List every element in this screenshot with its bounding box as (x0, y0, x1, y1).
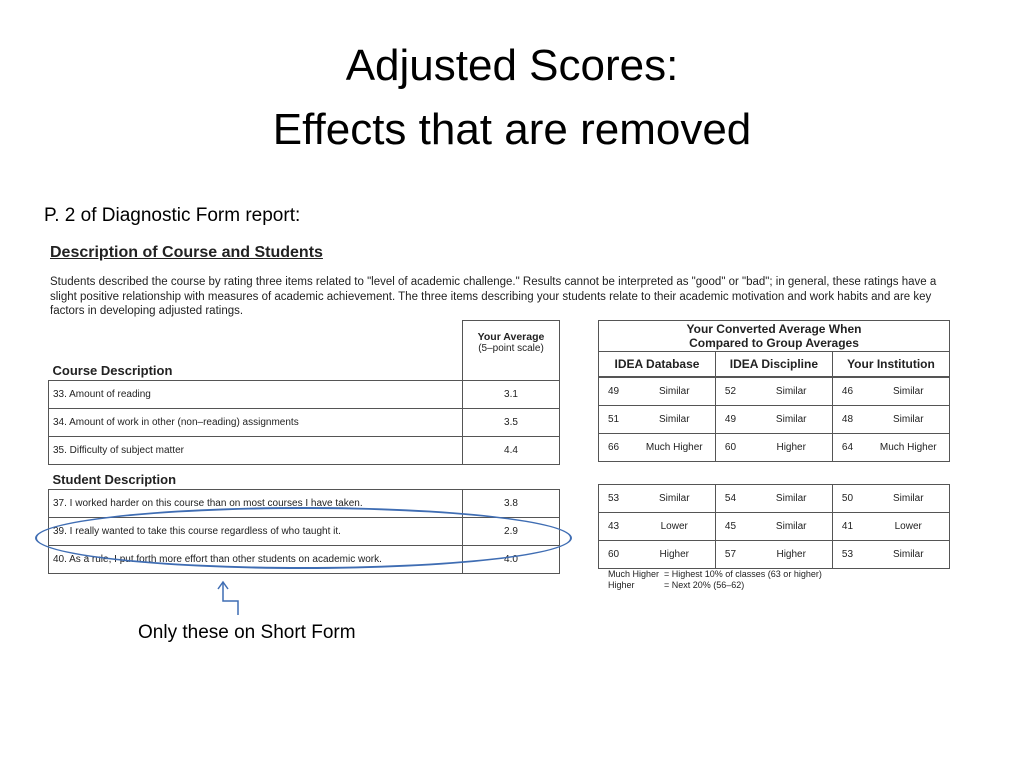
converted-score: 46 (832, 377, 867, 406)
slide-subtitle: P. 2 of Diagnostic Form report: (44, 205, 301, 226)
converted-level: Higher (634, 541, 716, 569)
student-item-average: 4.0 (463, 545, 560, 573)
converted-level: Similar (751, 406, 833, 434)
converted-level: Much Higher (868, 434, 950, 462)
converted-level: Similar (634, 377, 716, 406)
student-section-label: Student Description (52, 471, 177, 487)
table-row (599, 377, 950, 406)
converted-level: Lower (634, 513, 716, 541)
table-row (599, 434, 950, 462)
report-description: Students described the course by rating three items related to "level of academic challenge." Results cannot be interpreted as "good" or "bad"; in general, these ratings have a slight positive relationship with measures of academic achievement. The three items describing your students relate to their academic motivation and work habits and are key factors in developing adjusted ratings. (50, 276, 937, 317)
converted-level: Higher (751, 541, 833, 569)
table-row (49, 380, 560, 408)
converted-score: 49 (599, 377, 634, 406)
converted-level: Lower (868, 513, 950, 541)
converted-level: Similar (751, 485, 833, 513)
course-section-label: Course Description (52, 362, 173, 378)
converted-score: 41 (832, 513, 867, 541)
converted-score: 57 (715, 541, 750, 569)
converted-level: Similar (868, 377, 950, 406)
legend (608, 569, 822, 591)
group-header-idea-discipline: IDEA Discipline (715, 352, 832, 378)
student-item-average: 2.9 (463, 517, 560, 545)
converted-score: 43 (599, 513, 634, 541)
converted-score: 50 (832, 485, 867, 513)
legend-text: = Next 20% (56–62) (664, 580, 745, 590)
course-item-label: 34. Amount of work in other (non–reading) assignments (49, 408, 463, 436)
converted-score: 53 (599, 485, 634, 513)
converted-level: Similar (868, 485, 950, 513)
course-item-average: 4.4 (463, 436, 560, 464)
converted-level: Similar (634, 485, 716, 513)
student-item-label: 40. As a rule, I put forth more effort than other students on academic work. (49, 545, 463, 573)
converted-level: Similar (751, 377, 833, 406)
converted-header-line-1: Your Converted Average When (686, 322, 862, 336)
average-header-title: Your Average (477, 331, 545, 343)
converted-score: 49 (715, 406, 750, 434)
course-item-average: 3.5 (463, 408, 560, 436)
converted-level: Similar (868, 406, 950, 434)
converted-score: 60 (715, 434, 750, 462)
table-row (599, 406, 950, 434)
short-form-caption: Only these on Short Form (138, 622, 356, 643)
group-header-idea-database: IDEA Database (599, 352, 716, 378)
student-item-label: 39. I really wanted to take this course regardless of who taught it. (49, 517, 463, 545)
converted-level: Higher (751, 434, 833, 462)
converted-score: 53 (832, 541, 867, 569)
converted-score: 66 (599, 434, 634, 462)
converted-score: 48 (832, 406, 867, 434)
converted-score: 64 (832, 434, 867, 462)
converted-score: 60 (599, 541, 634, 569)
table-row (599, 485, 950, 513)
average-header-scale: (5–point scale) (478, 343, 544, 354)
slide-title-line-1: Adjusted Scores: (345, 41, 679, 90)
converted-score: 45 (715, 513, 750, 541)
converted-level: Similar (751, 513, 833, 541)
converted-header-line-2: Compared to Group Averages (689, 336, 859, 350)
course-item-label: 35. Difficulty of subject matter (49, 436, 463, 464)
legend-row (608, 569, 822, 580)
converted-level: Much Higher (634, 434, 716, 462)
group-header-your-institution: Your Institution (832, 352, 949, 378)
converted-score: 51 (599, 406, 634, 434)
course-item-label: 33. Amount of reading (49, 380, 463, 408)
table-row (49, 408, 560, 436)
report-heading: Description of Course and Students (50, 244, 323, 261)
legend-text: = Highest 10% of classes (63 or higher) (664, 569, 822, 579)
corner-arrow-icon (215, 579, 245, 619)
table-row (599, 513, 950, 541)
converted-level: Similar (634, 406, 716, 434)
student-item-label: 37. I worked harder on this course than on most courses I have taken. (49, 489, 463, 517)
legend-row (608, 580, 822, 591)
table-row (599, 541, 950, 569)
converted-score: 54 (715, 485, 750, 513)
legend-key: Higher (608, 580, 635, 590)
highlight-oval (35, 507, 572, 569)
course-item-average: 3.1 (463, 380, 560, 408)
slide-title-line-2: Effects that are removed (272, 105, 752, 154)
converted-header (599, 321, 950, 352)
student-item-average: 3.8 (463, 489, 560, 517)
legend-key: Much Higher (608, 569, 660, 579)
converted-score: 52 (715, 377, 750, 406)
table-row (49, 436, 560, 464)
converted-average-table (598, 320, 950, 569)
average-column-header (463, 321, 560, 381)
converted-level: Similar (868, 541, 950, 569)
slide-title (0, 34, 1024, 162)
